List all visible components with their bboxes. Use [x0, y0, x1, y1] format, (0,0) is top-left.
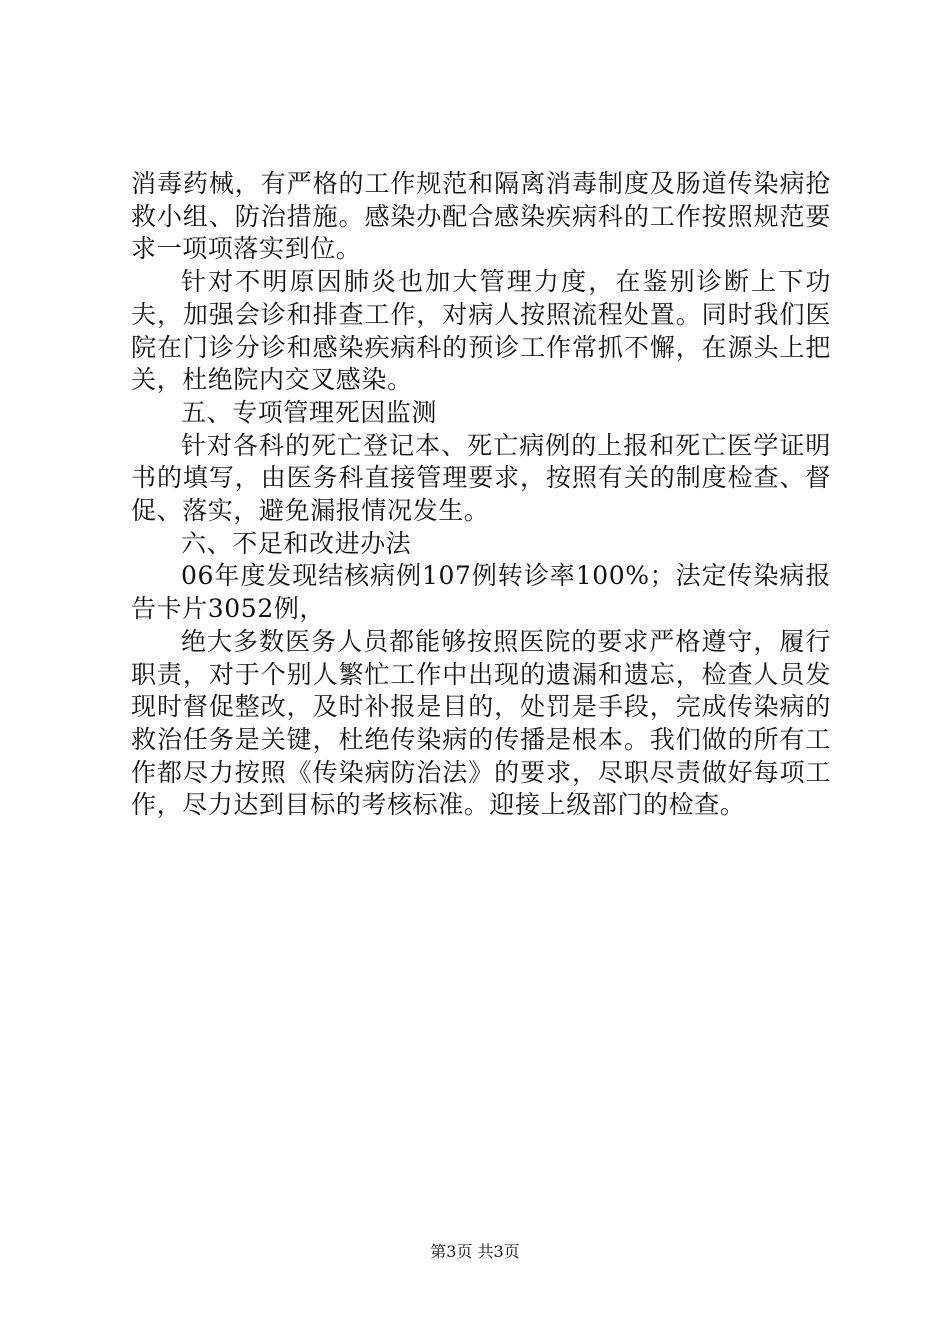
paragraph-2: 针对不明原因肺炎也加大管理力度，在鉴别诊断上下功夫，加强会诊和排查工作，对病人按照流程处置。同时我们医院在门诊分诊和感染疾病科的预诊工作常抓不懈，在源头上把关，杜绝院内交叉感染。: [131, 267, 831, 395]
page-footer: [0, 1242, 950, 1262]
paragraph-4: 06年度发现结核病例107例转诊率100%；法定传染病报告卡片3052例，: [131, 561, 831, 624]
paragraph-1: 消毒药械，有严格的工作规范和隔离消毒制度及肠道传染病抢救小组、防治措施。感染办配合感染疾病科的工作按照规范要求一项项落实到位。: [131, 169, 831, 264]
section-heading-5: 五、专项管理死因监测: [181, 397, 438, 427]
document-body: [131, 168, 831, 822]
page-number: 第3页 共3页: [430, 1242, 520, 1261]
section-heading-6: 六、不足和改进办法: [181, 528, 412, 558]
paragraph-3: 针对各科的死亡登记本、死亡病例的上报和死亡医学证明书的填写，由医务科直接管理要求，按照有关的制度检查、督促、落实，避免漏报情况发生。: [131, 430, 831, 526]
paragraph-5: 绝大多数医务人员都能够按照医院的要求严格遵守，履行职责，对于个别人繁忙工作中出现的遗漏和遗忘，检查人员发现时督促整改，及时补报是目的，处罚是手段，完成传染病的救治任务是关键，杜绝传染病的传播是根本。我们做的所有工作都尽力按照《传染病防治法》的要求，尽职尽责做好每项工作，尽力达到目标的考核标准。迎接上级部门的检查。: [131, 626, 831, 820]
